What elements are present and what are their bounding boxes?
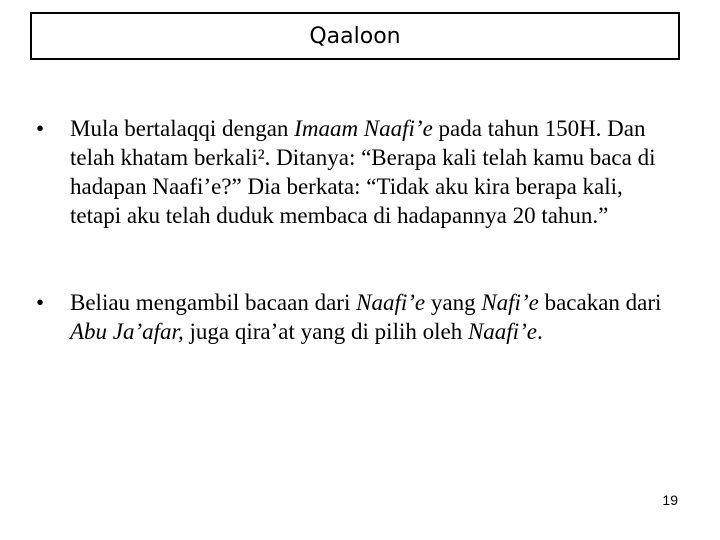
bullet-text-segment-italic: Naafi’e bbox=[356, 290, 426, 315]
bullet-text-segment: yang bbox=[425, 290, 482, 315]
bullet-text-segment-italic: Naafi’e bbox=[467, 319, 537, 344]
bullet-text-segment: Mula bertalaqqi dengan bbox=[70, 116, 295, 141]
bullet-text-segment-italic: Abu Ja’afar, bbox=[70, 319, 184, 344]
bullet-text-segment-italic: Nafi’e bbox=[481, 290, 539, 315]
bullet-list bbox=[36, 114, 676, 346]
bullet-text-segment: pada tahun 150H. Dan telah khatam berkali². Ditanya: “Berapa kali telah kamu baca di hadapan Naafi’e?” Dia berkata: “Tidak aku kira berapa kali, tetapi aku telah duduk membaca di hadapannya 20 tahun.” bbox=[70, 116, 656, 228]
bullet-text-segment: . bbox=[536, 319, 543, 344]
slide-number: 19 bbox=[662, 492, 678, 508]
bullet-text-segment-italic: Imaam Naafi’e bbox=[294, 116, 433, 141]
bullet-item-2 bbox=[36, 288, 676, 346]
bullet-text-segment: bacakan dari bbox=[538, 290, 662, 315]
slide-title-box bbox=[30, 12, 680, 60]
bullet-text-segment: juga qira’at yang di pilih oleh bbox=[183, 319, 468, 344]
slide-title: Qaaloon bbox=[309, 24, 401, 49]
bullet-item-1 bbox=[36, 114, 676, 230]
bullet-text-segment: Beliau mengambil bacaan dari bbox=[70, 290, 357, 315]
bullet-marker: • bbox=[36, 116, 45, 141]
bullet-marker: • bbox=[36, 290, 45, 315]
